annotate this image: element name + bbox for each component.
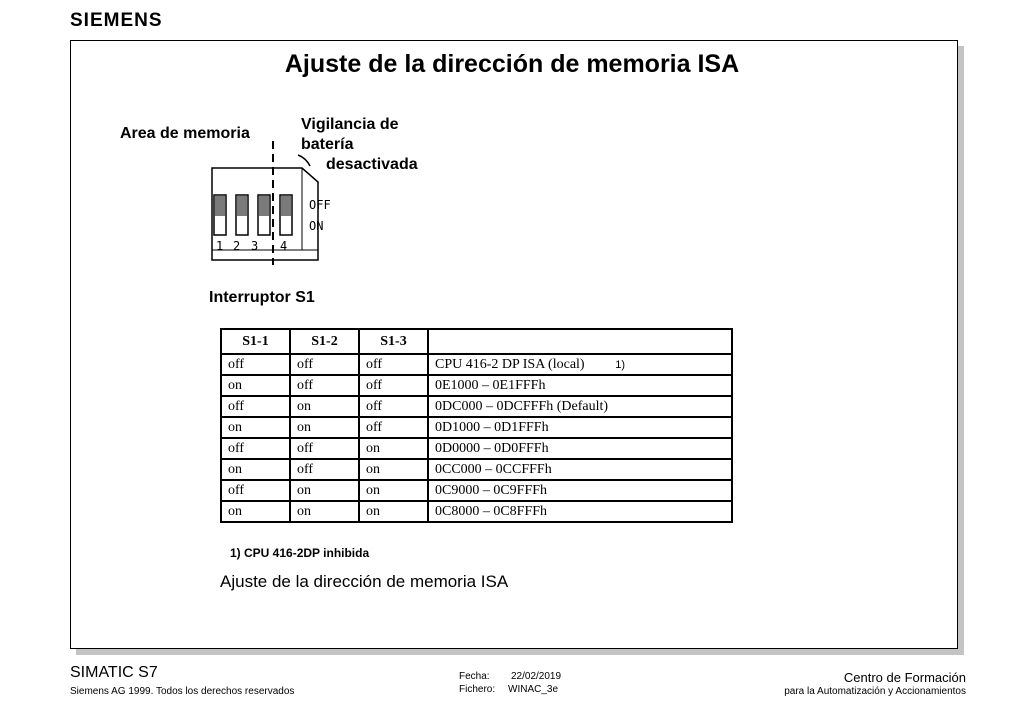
table-cell: on: [290, 501, 359, 522]
footer-file-value: WINAC_3e: [508, 684, 559, 695]
label-battery-line1: Vigilancia de: [301, 116, 399, 133]
table-cell: on: [221, 459, 290, 480]
table-row: [221, 396, 732, 417]
siemens-logo: SIEMENS: [70, 10, 163, 31]
table-cell: off: [290, 459, 359, 480]
table-row: [221, 501, 732, 522]
table-cell: 0D0000 – 0D0FFFh: [428, 438, 732, 459]
table-cell: 0C8000 – 0C8FFFh: [428, 501, 732, 522]
table-header: S1-1: [221, 329, 290, 354]
dip-switch-3: [258, 195, 270, 235]
switch-label: Interruptor S1: [209, 289, 315, 306]
table-row: [221, 354, 732, 375]
dip-number-2: 2: [233, 239, 241, 253]
dip-number-4: 4: [280, 239, 288, 253]
label-battery-line2: batería: [301, 136, 354, 153]
table-cell: on: [221, 417, 290, 438]
table-row: [221, 417, 732, 438]
footer-date-label: Fecha:: [459, 671, 490, 682]
table-cell: 0CC000 – 0CCFFFh: [428, 459, 732, 480]
table-header: S1-2: [290, 329, 359, 354]
table-row: [221, 438, 732, 459]
table-cell: on: [221, 501, 290, 522]
table-cell: on: [221, 375, 290, 396]
table-cell: off: [221, 354, 290, 375]
table-cell: on: [359, 438, 428, 459]
table-cell: off: [359, 417, 428, 438]
table-cell: off: [221, 438, 290, 459]
dip-on-label: ON: [309, 219, 324, 233]
table-cell: on: [290, 417, 359, 438]
slide-title: Ajuste de la dirección de memoria ISA: [284, 50, 740, 78]
table-header: S1-3: [359, 329, 428, 354]
footer-center-subtitle: para la Automatización y Accionamientos: [784, 686, 966, 697]
table-cell: off: [290, 354, 359, 375]
table-cell: on: [359, 480, 428, 501]
footer-date-value: 22/02/2019: [511, 671, 562, 682]
dip-switch-4: [280, 195, 292, 235]
table-cell: off: [359, 354, 428, 375]
dip-number-1: 1: [216, 239, 224, 253]
table-row: [221, 459, 732, 480]
table-cell: 0C9000 – 0C9FFFh: [428, 480, 732, 501]
dip-switch-1: [214, 195, 226, 235]
dip-switch-2: [236, 195, 248, 235]
footer-file-label: Fichero:: [459, 684, 496, 695]
table-cell: off: [221, 396, 290, 417]
table-cell: off: [359, 396, 428, 417]
footer-center-title: Centro de Formación: [843, 670, 966, 685]
table-cell: 0D1000 – 0D1FFFh: [428, 417, 732, 438]
table-cell: [428, 354, 732, 375]
footer-product: SIMATIC S7: [70, 664, 158, 681]
table-cell: off: [221, 480, 290, 501]
table-cell: off: [359, 375, 428, 396]
table-cell: off: [290, 438, 359, 459]
slide-subtitle: Ajuste de la dirección de memoria ISA: [220, 572, 509, 591]
table-row: [221, 375, 732, 396]
table-cell-text: CPU 416-2 DP ISA (local): [435, 356, 585, 372]
label-battery-line3: desactivada: [326, 156, 418, 173]
footer-copyright: Siemens AG 1999. Todos los derechos reservados: [70, 686, 295, 697]
dip-number-3: 3: [251, 239, 259, 253]
table-cell: 0E1000 – 0E1FFFh: [428, 375, 732, 396]
table-cell: off: [290, 375, 359, 396]
table-cell: on: [290, 396, 359, 417]
memory-address-table: [220, 328, 733, 523]
footnote-marker: 1): [615, 358, 625, 371]
label-memory-area: Area de memoria: [120, 125, 250, 142]
dip-off-label: OFF: [309, 198, 331, 212]
table-header-row: [221, 329, 732, 354]
table-row: [221, 480, 732, 501]
table-cell: 0DC000 – 0DCFFFh (Default): [428, 396, 732, 417]
table-cell: on: [290, 480, 359, 501]
table-cell: on: [359, 501, 428, 522]
table-cell: on: [359, 459, 428, 480]
table-header: [428, 329, 732, 354]
table-footnote: 1) CPU 416-2DP inhibida: [230, 546, 370, 560]
